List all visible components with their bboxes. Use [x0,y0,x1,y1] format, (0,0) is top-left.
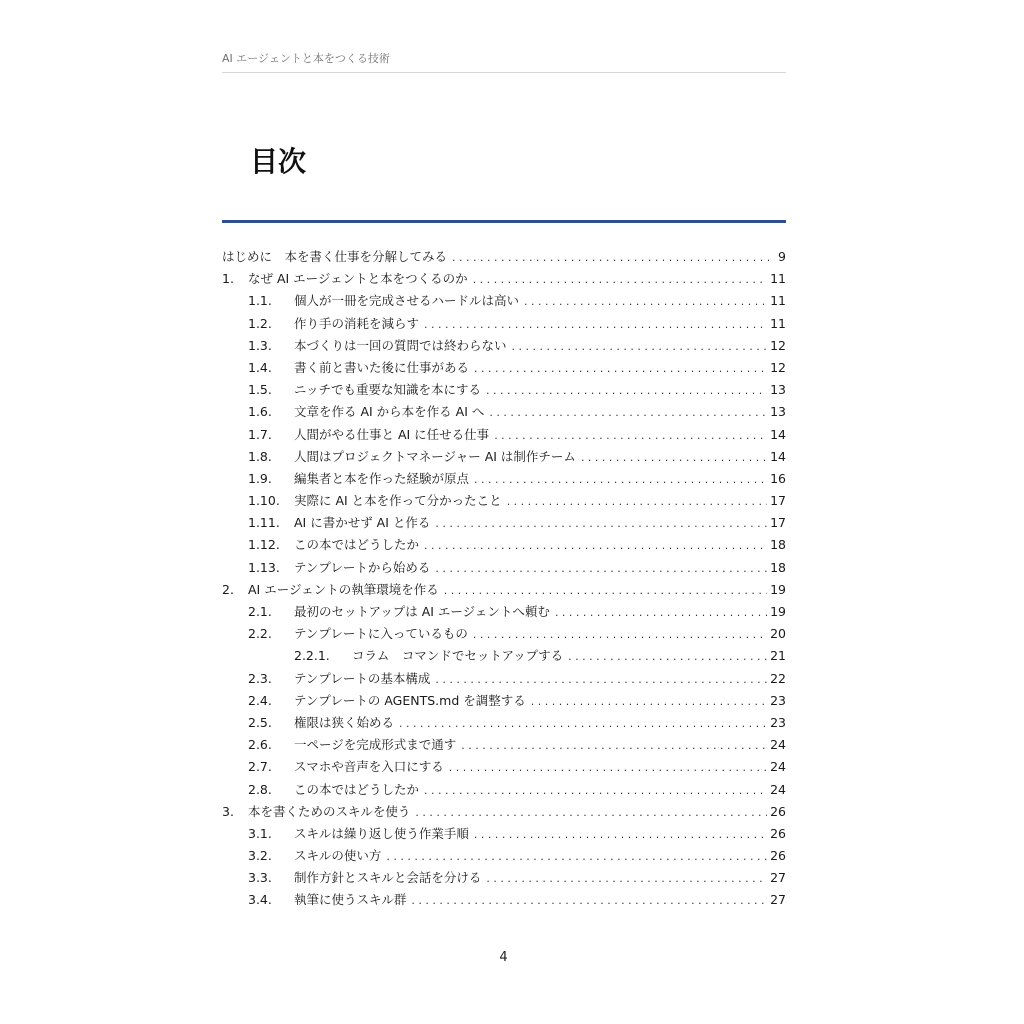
toc-dot-leader [474,358,767,380]
toc-entry[interactable] [222,712,786,734]
toc-entry[interactable] [222,867,786,889]
toc-entry-page: 21 [770,648,786,664]
toc-dot-leader [415,802,767,824]
toc-entry-page: 19 [770,604,786,619]
toc-entry-number: 2. [222,581,234,597]
toc-entry-title: 最初のセットアップは AI エージェントへ頼む [294,604,550,619]
title-rule [222,220,786,223]
toc-entry-title: スキルは繰り返し使う作業手順 [294,825,469,841]
toc-entry-title: 執筆に使うスキル群 [294,892,407,908]
toc-entry[interactable] [222,779,786,801]
toc-entry-title: 人間がやる仕事と AI に任せる仕事 [294,426,490,442]
toc-dot-leader [489,402,767,424]
toc-entry-number: 3.3. [248,870,272,886]
toc-entry-page: 26 [770,803,786,819]
toc-entry[interactable] [222,889,786,911]
toc-entry-number: 1.4. [248,359,272,375]
toc-dot-leader [474,469,767,491]
toc-dot-leader [512,336,768,358]
toc-entry-number: 1.13. [248,559,280,575]
toc-entry-page: 26 [770,848,786,864]
toc-entry-page: 18 [770,559,786,575]
toc-dot-leader [411,890,767,912]
toc-entry-number: 1.12. [248,537,280,553]
toc-entry[interactable] [222,490,786,512]
toc-entry-number: 2.2.1. [294,648,330,664]
toc-entry[interactable] [222,534,786,556]
toc-dot-leader [524,291,767,313]
toc-dot-leader [435,513,767,535]
toc-entry-number: 2.5. [248,714,272,730]
toc-entry-number: 2.4. [248,692,272,708]
toc-entry-page: 20 [770,626,786,642]
toc-entry-title: 文章を作る AI から本を作る AI へ [294,404,485,420]
toc-entry-number: 1. [222,271,234,287]
toc-entry-title: 制作方針とスキルと会話を分ける [294,870,482,886]
toc-entry[interactable] [222,357,786,379]
toc-entry-title: この本ではどうしたか [294,537,420,553]
toc-dot-leader [486,380,767,402]
toc-entry-title: この本ではどうしたか [294,781,420,797]
toc-entry[interactable] [222,335,786,357]
toc-entry[interactable] [222,446,786,468]
toc-entry-number: 1.3. [248,337,272,353]
toc-entry-page: 24 [770,737,786,753]
toc-entry-number: 2.8. [248,781,272,797]
toc-dot-leader [531,691,767,713]
toc-dot-leader [424,314,767,336]
toc-dot-leader [386,846,767,868]
toc-dot-leader [452,247,775,269]
toc-entry-page: 17 [770,493,786,509]
toc-entry-page: 23 [770,714,786,730]
toc-entry[interactable] [222,401,786,423]
toc-entry-number: 3.4. [248,892,272,908]
toc-entry-number: 2.6. [248,737,272,753]
toc-dot-leader [486,868,767,890]
toc-entry-title: 編集者と本を作った経験が原点 [294,470,470,486]
toc-dot-leader [424,780,767,802]
toc-entry-title: テンプレートに入っているもの [294,626,468,642]
toc-entry-page: 13 [770,404,786,420]
toc-entry-number: 1.11. [248,515,280,531]
toc-entry-page: 11 [770,271,786,287]
toc-dot-leader [581,447,767,469]
toc-entry-page: 27 [770,892,786,908]
toc-dot-leader [494,425,767,447]
toc-dot-leader [435,558,767,580]
toc-entry[interactable] [222,379,786,401]
toc-entry-title: AI に書かせず AI と作る [294,515,431,531]
toc-entry-page: 11 [770,315,786,331]
toc-entry-number: 3.2. [248,848,272,864]
toc-dot-leader [449,757,767,779]
toc-entry-page: 16 [770,470,786,486]
toc-dot-leader [474,824,767,846]
toc-entry-title: 本を書くためのスキルを使う [248,803,411,819]
toc-entry[interactable] [222,623,786,645]
toc-entry-title: テンプレートの基本構成 [294,670,431,686]
toc-dot-leader [473,624,767,646]
toc-entry-number: 1.9. [248,470,272,486]
toc-entry-title: スマホや音声を入口にする [294,759,444,775]
toc-entry-title: 個人が一冊を完成させるハードルは高い [294,293,520,309]
toc-entry-title: 実際に AI と本を作って分かったこと [294,493,502,509]
toc-entry-page: 24 [770,759,786,775]
toc-dot-leader [424,535,767,557]
toc-entry-number: 1.5. [248,382,272,398]
toc-dot-leader [461,735,767,757]
toc-entry-page: 22 [770,670,786,686]
toc-entry[interactable] [222,313,786,335]
toc-entry-page: 12 [770,359,786,375]
toc-entry[interactable] [222,468,786,490]
toc-entry[interactable] [222,845,786,867]
toc-entry-number: 2.3. [248,670,272,686]
toc-entry-title: はじめに 本を書く仕事を分解してみる [222,249,448,264]
page-title: 目次 [250,145,307,178]
toc-entry-page: 13 [770,382,786,398]
toc-dot-leader [473,269,767,291]
toc-entry-title: テンプレートの AGENTS.md を調整する [294,692,526,708]
toc-dot-leader [507,491,767,513]
toc-entry[interactable] [222,823,786,845]
toc-entry[interactable] [222,268,786,290]
toc-entry[interactable] [222,290,786,312]
toc-entry-number: 3. [222,803,234,819]
toc-entry-page: 27 [770,870,786,886]
toc-dot-leader [435,669,767,691]
toc-entry-title: 人間はプロジェクトマネージャー AI は制作チーム [294,448,576,464]
toc-entry[interactable] [222,557,786,579]
toc-entry-page: 24 [770,781,786,797]
toc-entry-page: 23 [770,692,786,708]
toc-entry-title: スキルの使い方 [294,848,382,864]
toc-entry-page: 11 [770,293,786,309]
toc-entry-title: AI エージェントの執筆環境を作る [248,581,439,597]
toc-entry[interactable] [222,801,786,823]
toc-entry-number: 2.1. [248,604,272,619]
toc-entry-number: 3.1. [248,825,272,841]
toc-entry-page: 17 [770,515,786,531]
toc-entry-title: 書く前と書いた後に仕事がある [294,359,470,375]
toc-entry-number: 1.6. [248,404,272,420]
toc-entry-number: 2.7. [248,759,272,775]
toc-entry-title: テンプレートから始める [294,559,431,575]
toc-entry-number: 1.8. [248,448,272,464]
toc-entry-number: 1.7. [248,426,272,442]
toc-entry-title: コラム コマンドでセットアップする [352,648,564,664]
toc-entry-page: 9 [778,249,786,264]
toc-entry[interactable] [222,690,786,712]
toc-entry-title: ニッチでも重要な知識を本にする [294,382,482,398]
toc-entry[interactable] [222,246,786,268]
toc-entry[interactable] [222,668,786,690]
toc-entry[interactable] [222,734,786,756]
toc-entry-page: 18 [770,537,786,553]
toc-entry-number: 1.10. [248,493,280,509]
toc-entry-page: 26 [770,825,786,841]
toc-dot-leader [444,580,767,602]
toc-entry-page: 14 [770,426,786,442]
toc-entry[interactable] [222,512,786,534]
toc-dot-leader [399,713,767,735]
toc-entry-page: 12 [770,337,786,353]
toc-entry-number: 1.2. [248,315,272,331]
toc-dot-leader [555,602,767,624]
toc-entry-title: 一ページを完成形式まで通す [294,737,457,753]
toc-entry-title: 権限は狭く始める [294,714,395,730]
page-number: 4 [499,950,508,965]
table-of-contents [222,246,786,912]
toc-entry[interactable] [222,579,786,601]
toc-entry-page: 14 [770,448,786,464]
toc-entry[interactable] [222,756,786,778]
toc-entry[interactable] [222,424,786,446]
running-header: AI エージェントと本をつくる技術 [222,50,786,73]
toc-entry-title: なぜ AI エージェントと本をつくるのか [248,271,468,287]
toc-entry-title: 作り手の消耗を減らす [294,315,420,331]
toc-dot-leader [568,646,767,668]
toc-entry-number: 2.2. [248,626,272,642]
toc-entry[interactable] [222,601,786,623]
toc-entry-title: 本づくりは一回の質問では終わらない [294,337,507,353]
toc-entry-page: 19 [770,581,786,597]
toc-entry-number: 1.1. [248,293,272,309]
toc-entry[interactable] [222,645,786,667]
